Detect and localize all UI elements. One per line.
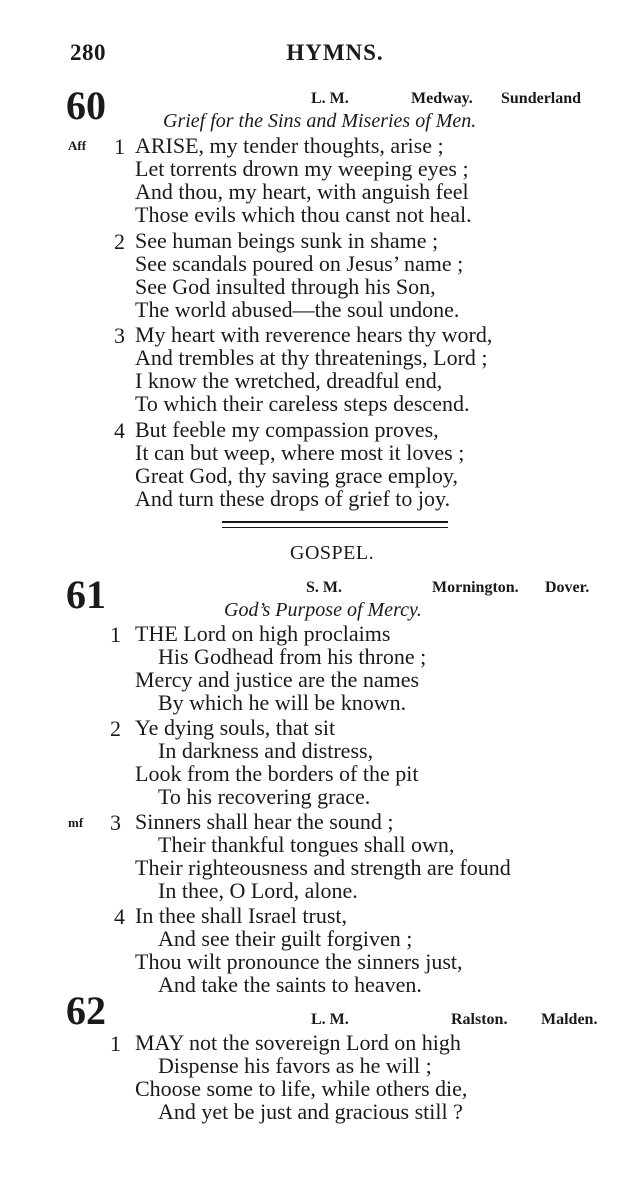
verse-line: His Godhead from his throne ; (158, 644, 427, 669)
hymn-61-subtitle: God’s Purpose of Mercy. (224, 599, 422, 621)
verse-line: To which their careless steps descend. (135, 391, 470, 416)
running-head: HYMNS. (286, 40, 384, 65)
verse-line: Their thankful tongues shall own, (158, 832, 455, 857)
verse-line: And thou, my heart, with anguish feel (135, 179, 469, 204)
verse-line: In darkness and distress, (158, 738, 374, 763)
hymn-61-stanza-4-number: 4 (114, 904, 125, 929)
hymn-61-dynamic-mark: mf (68, 815, 84, 830)
verse-line: THE Lord on high proclaims (135, 621, 391, 646)
hymn-60-stanza-1-number: 1 (114, 134, 125, 159)
section-divider-top (222, 521, 448, 523)
hymn-60-subtitle: Grief for the Sins and Miseries of Men. (163, 110, 477, 132)
hymn-60-stanza-2-number: 2 (114, 229, 125, 254)
verse-line: It can but weep, where most it loves ; (135, 440, 465, 465)
verse-line: Ye dying souls, that sit (135, 715, 336, 740)
hymn-61-stanza-3-number: 3 (110, 810, 121, 835)
verse-line: Look from the borders of the pit (135, 761, 419, 786)
verse-line: But feeble my compassion proves, (135, 417, 439, 442)
hymn-60-stanza-3-number: 3 (114, 323, 125, 348)
hymn-62-stanza-1-number: 1 (110, 1031, 121, 1056)
verse-line: ARISE, my tender thoughts, arise ; (135, 133, 444, 158)
hymn-61-meter: S. M. (306, 579, 342, 596)
verse-line: Let torrents drown my weeping eyes ; (135, 156, 469, 181)
hymn-60-stanza-4-number: 4 (114, 418, 125, 443)
verse-line: And turn these drops of grief to joy. (135, 486, 451, 511)
verse-line: MAY not the sovereign Lord on high (135, 1030, 461, 1055)
hymn-60-tune-1: Medway. (411, 90, 473, 107)
hymn-62-tune-1: Ralston. (451, 1011, 508, 1028)
hymn-62-meter: L. M. (311, 1011, 349, 1028)
verse-line: My heart with reverence hears thy word, (135, 322, 493, 347)
verse-line: Great God, thy saving grace employ, (135, 463, 458, 488)
hymn-60-number: 60 (66, 83, 106, 128)
hymn-61-tune-2: Dover. (545, 579, 590, 596)
verse-line: Sinners shall hear the sound ; (135, 809, 394, 834)
verse-line: See scandals poured on Jesus’ name ; (135, 251, 464, 276)
hymn-60-meter: L. M. (311, 90, 349, 107)
verse-line: And take the saints to heaven. (158, 972, 422, 997)
verse-line: Thou wilt pronounce the sinners just, (135, 949, 463, 974)
verse-line: The world abused—the soul undone. (135, 297, 460, 322)
hymn-60-dynamic-mark: Aff (68, 138, 87, 153)
verse-line: I know the wretched, dreadful end, (135, 368, 443, 393)
section-title: GOSPEL. (290, 542, 375, 564)
hymn-60-tune-2: Sunderland (501, 90, 582, 107)
hymn-62-number: 62 (66, 988, 106, 1033)
verse-line: In thee shall Israel trust, (135, 903, 347, 928)
hymn-61-stanza-1-number: 1 (110, 622, 121, 647)
hymn-61-stanza-2-number: 2 (110, 716, 121, 741)
hymn-61-number: 61 (66, 572, 106, 617)
verse-line: Choose some to life, while others die, (135, 1076, 468, 1101)
section-divider-bottom (222, 527, 448, 528)
verse-line: To his recovering grace. (158, 784, 371, 809)
verse-line: And see their guilt forgiven ; (158, 926, 413, 951)
verse-line: And trembles at thy threatenings, Lord ; (135, 345, 488, 370)
hymn-61-tune-1: Mornington. (432, 579, 519, 596)
hymn-62-tune-2: Malden. (541, 1011, 598, 1028)
verse-line: By which he will be known. (158, 690, 407, 715)
verse-line: See human beings sunk in shame ; (135, 228, 439, 253)
page-number: 280 (70, 40, 106, 65)
verse-line: In thee, O Lord, alone. (158, 878, 358, 903)
verse-line: Those evils which thou canst not heal. (135, 202, 472, 227)
verse-line: Their righteousness and strength are found (135, 855, 511, 880)
verse-line: And yet be just and gracious still ? (158, 1099, 463, 1124)
verse-line: See God insulted through his Son, (135, 274, 436, 299)
verse-line: Dispense his favors as he will ; (158, 1053, 432, 1078)
verse-line: Mercy and justice are the names (135, 667, 420, 692)
